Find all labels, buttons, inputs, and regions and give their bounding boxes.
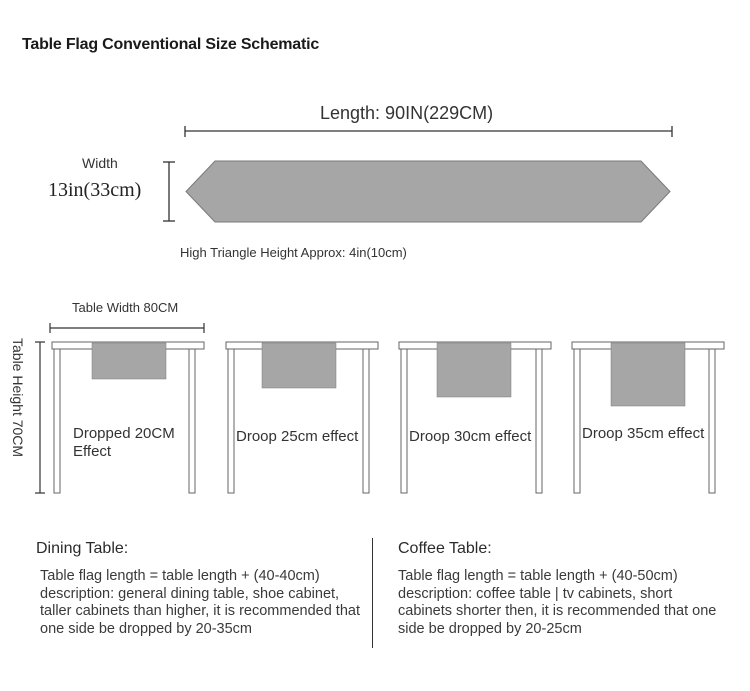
- coffee-description: Table flag length = table length + (40-50cm) description: coffee table | tv cabinets, short cabinets shorter then, it is recommended that one side be dropped by 20-25cm: [398, 568, 717, 637]
- table-leg: [709, 349, 715, 493]
- page-title: Table Flag Conventional Size Schematic: [22, 36, 320, 53]
- table-leg: [54, 349, 60, 493]
- table-leg: [574, 349, 580, 493]
- width-label: Width: [82, 155, 118, 171]
- runner-drop-30cm: [437, 343, 511, 397]
- table-leg: [189, 349, 195, 493]
- dining-heading: Dining Table:: [36, 540, 129, 557]
- table-leg: [363, 349, 369, 493]
- table-height-dimension-line: [35, 342, 45, 493]
- drop-label-25: Droop 25cm effect: [236, 428, 359, 445]
- table-height-label: Table Height 70CM: [10, 338, 26, 458]
- width-dimension-line: [163, 162, 175, 221]
- table-leg: [401, 349, 407, 493]
- drop-label-20: Dropped 20CM Effect: [73, 425, 175, 460]
- runner-drop-20cm: [92, 343, 166, 379]
- table-runner-shape: [186, 161, 670, 222]
- dining-description: Table flag length = table length + (40-40cm) description: general dining table, shoe cabinet, taller cabinets than higher, it is recommended that one side be dropped by 20-35cm: [40, 568, 360, 637]
- table-width-label: Table Width 80CM: [72, 300, 179, 315]
- drop-label-35: Droop 35cm effect: [582, 425, 705, 442]
- table-width-dimension-line: [50, 323, 204, 333]
- runner-drop-25cm: [262, 343, 336, 388]
- table-leg: [228, 349, 234, 493]
- coffee-heading: Coffee Table:: [398, 540, 492, 557]
- width-value: 13in(33cm): [48, 179, 142, 201]
- runner-drop-35cm: [611, 343, 685, 406]
- length-dimension-line: [185, 126, 672, 137]
- triangle-height-label: High Triangle Height Approx: 4in(10cm): [180, 245, 407, 260]
- column-divider: [372, 538, 373, 648]
- length-label: Length: 90IN(229CM): [320, 103, 494, 123]
- drop-label-30: Droop 30cm effect: [409, 428, 532, 445]
- table-leg: [536, 349, 542, 493]
